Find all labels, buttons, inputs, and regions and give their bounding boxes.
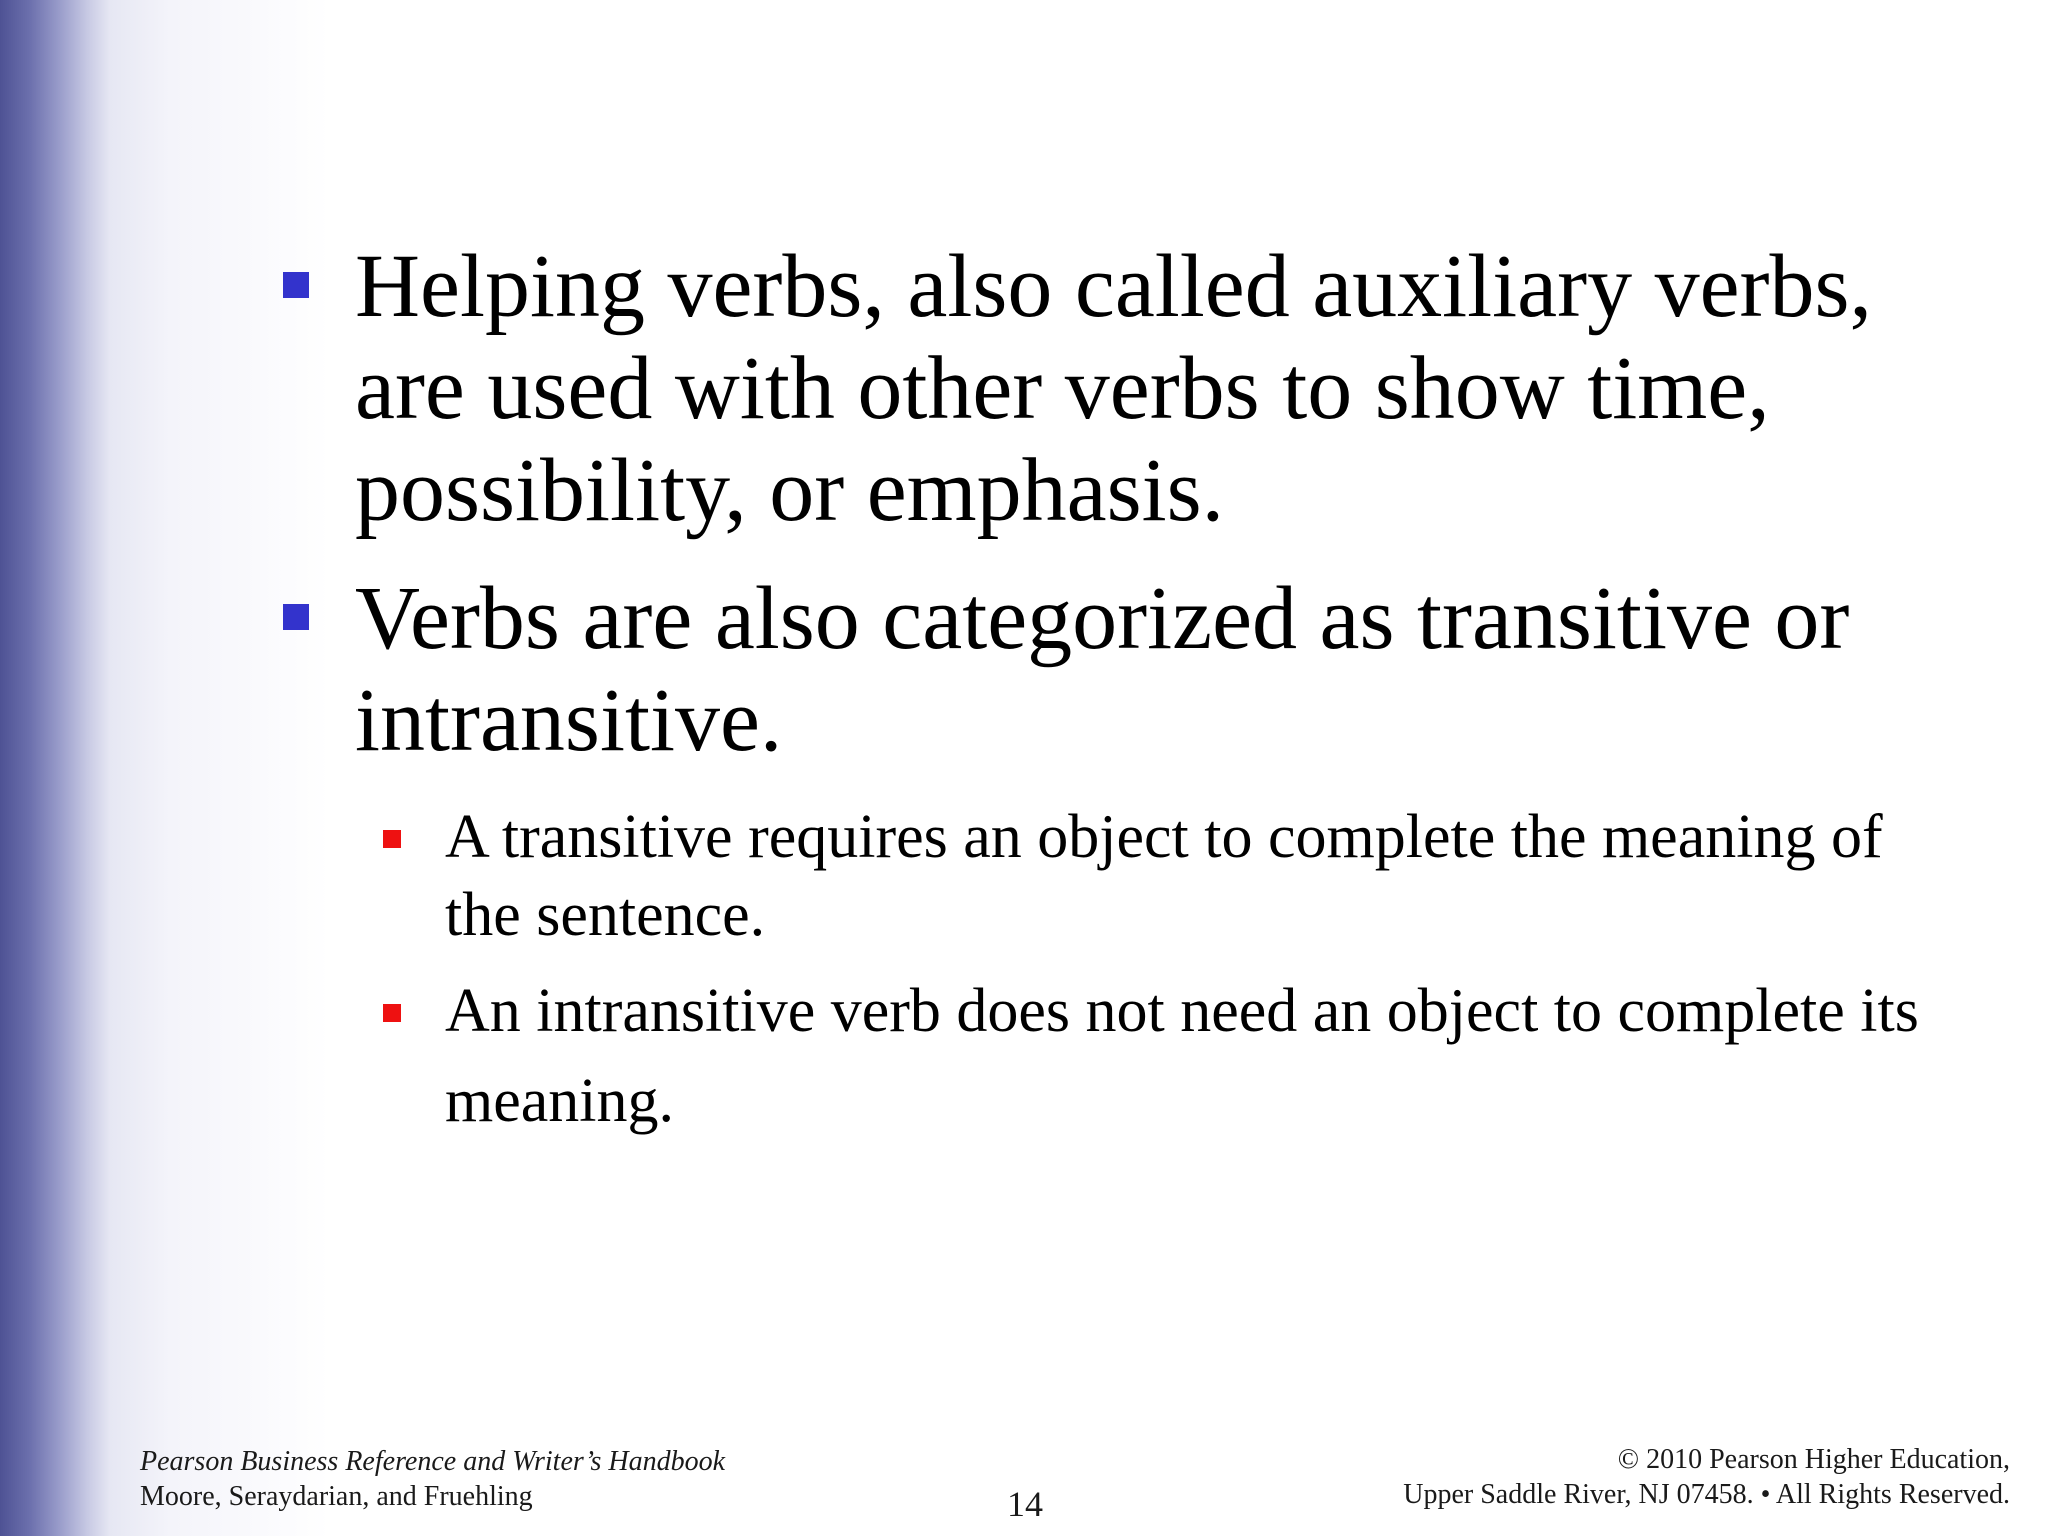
bullet-text: Verbs are also categorized as transitive or intransitive. [355,569,1850,770]
bullet-text: Helping verbs, also called auxiliary verbs, are used with other verbs to show time, possibility, or emphasis. [355,237,1873,540]
square-sub-bullet-icon [383,830,401,848]
footer-right [1403,1442,2010,1512]
footer-left [140,1444,725,1514]
square-sub-bullet-icon [383,1004,401,1022]
page-number: 14 [1007,1484,1043,1524]
square-bullet-icon [283,604,309,630]
copyright-line-1: © 2010 Pearson Higher Education, [1617,1444,2010,1475]
book-title: Pearson Business Reference and Writer’s Handbook [140,1446,726,1477]
slide-content [280,236,1940,1158]
authors: Moore, Seraydarian, and Fruehling [140,1481,533,1512]
sub-bullet-item [380,798,1940,954]
sub-bullet-text: A transitive requires an object to complete the meaning of the sentence. [445,803,1883,949]
sub-bullet-item [380,966,1940,1146]
sub-bullet-text: An intransitive verb does not need an object to complete its meaning. [445,977,1919,1135]
bullet-item [280,236,1940,542]
copyright-line-2: Upper Saddle River, NJ 07458. • All Rights Reserved. [1403,1479,2010,1510]
bullet-item [280,568,1940,772]
square-bullet-icon [283,272,309,298]
